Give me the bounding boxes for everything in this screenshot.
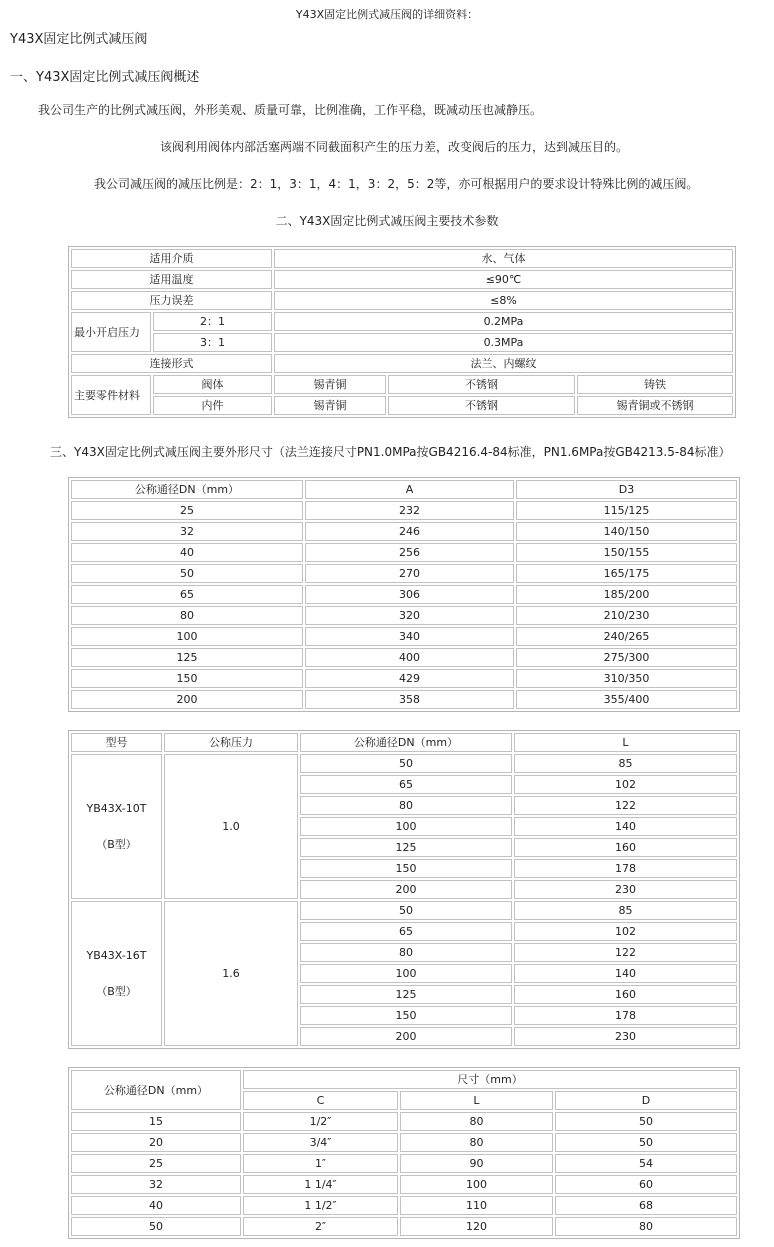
table-row — [71, 627, 737, 646]
table-cell: 200 — [300, 880, 512, 899]
table-cell: 429 — [305, 669, 514, 688]
table-header-row — [71, 733, 737, 752]
dimension-table-1 — [68, 477, 740, 712]
table-header-row — [71, 1070, 737, 1089]
param-value: 法兰、内螺纹 — [274, 354, 733, 373]
table-cell: 50 — [300, 754, 512, 773]
param-label: 适用介质 — [71, 249, 272, 268]
table-cell: 400 — [305, 648, 514, 667]
table-cell: 1/2″ — [243, 1112, 398, 1131]
table-cell: 15 — [71, 1112, 241, 1131]
table-cell: 2″ — [243, 1217, 398, 1236]
table-cell: 230 — [514, 880, 737, 899]
table-row — [71, 901, 737, 920]
table-cell: 50 — [71, 1217, 241, 1236]
table-row — [71, 501, 737, 520]
param-value: 0.2MPa — [274, 312, 733, 331]
table-cell: 200 — [71, 690, 303, 709]
table-cell: 102 — [514, 775, 737, 794]
table-row — [71, 543, 737, 562]
ratio-cell: 2：1 — [153, 312, 272, 331]
table-cell: 50 — [71, 564, 303, 583]
table-cell: 100 — [71, 627, 303, 646]
table-cell: 25 — [71, 501, 303, 520]
table-cell: 40 — [71, 1196, 241, 1215]
column-header: L — [514, 733, 737, 752]
min-open-pressure-label: 最小开启压力 — [71, 312, 151, 352]
table-cell: 25 — [71, 1154, 241, 1173]
main-parts-material-label: 主要零件材料 — [71, 375, 151, 415]
table-cell: 20 — [71, 1133, 241, 1152]
table-cell: 115/125 — [516, 501, 737, 520]
section2-heading: 二、Y43X固定比例式减压阀主要技术参数 — [275, 214, 499, 228]
table-cell: 125 — [71, 648, 303, 667]
table-cell: 160 — [514, 985, 737, 1004]
column-header: 型号 — [71, 733, 162, 752]
material-cell: 铸铁 — [577, 375, 733, 394]
section1-heading: 一、Y43X固定比例式减压阀概述 — [10, 70, 200, 85]
pressure-cell: 1.6 — [164, 901, 298, 1046]
table-row — [71, 690, 737, 709]
dimension-table-2 — [68, 730, 740, 1049]
table-cell: 85 — [514, 901, 737, 920]
table-cell: 50 — [555, 1112, 737, 1131]
table-cell: 80 — [300, 796, 512, 815]
column-header: C — [243, 1091, 398, 1110]
section3-heading: 三、Y43X固定比例式减压阀主要外形尺寸（法兰连接尺寸PN1.0MPa按GB4216.4-84标准，PN1.6MPa按GB4213.5-84标准） — [50, 445, 731, 459]
table-cell: 340 — [305, 627, 514, 646]
table-cell: 65 — [300, 922, 512, 941]
overview-paragraph-3: 我公司减压阀的减压比例是：2：1，3：1，4：1，3：2，5：2等，亦可根据用户的要求设计特殊比例的减压阀。 — [94, 177, 699, 191]
table-cell: 150 — [300, 859, 512, 878]
table-cell: 50 — [555, 1133, 737, 1152]
param-label: 适用温度 — [71, 270, 272, 289]
param-value: 0.3MPa — [274, 333, 733, 352]
material-cell: 锡青铜 — [274, 375, 386, 394]
table-row — [71, 1112, 737, 1131]
overview-paragraph-2: 该阀利用阀体内部活塞两端不同截面积产生的压力差，改变阀后的压力，达到减压目的。 — [160, 140, 629, 154]
param-value: 水、气体 — [274, 249, 733, 268]
product-name: Y43X固定比例式减压阀 — [10, 32, 148, 47]
model-number: YB43X-16T — [86, 948, 147, 962]
pressure-cell: 1.0 — [164, 754, 298, 899]
page-title: Y43X固定比例式减压阀的详细资料： — [295, 8, 479, 21]
table-cell: 355/400 — [516, 690, 737, 709]
table-cell: 40 — [71, 543, 303, 562]
table-cell: 102 — [514, 922, 737, 941]
table-cell: 110 — [400, 1196, 553, 1215]
table-cell: 3/4″ — [243, 1133, 398, 1152]
material-cell: 锡青铜或不锈钢 — [577, 396, 733, 415]
column-header: 公称压力 — [164, 733, 298, 752]
param-label: 压力误差 — [71, 291, 272, 310]
table-cell: 60 — [555, 1175, 737, 1194]
table-cell: 240/265 — [516, 627, 737, 646]
part-name-cell: 阀体 — [153, 375, 272, 394]
table-cell: 100 — [300, 817, 512, 836]
table-cell: 270 — [305, 564, 514, 583]
table-cell: 150 — [71, 669, 303, 688]
column-header: A — [305, 480, 514, 499]
table-cell: 165/175 — [516, 564, 737, 583]
table-cell: 90 — [400, 1154, 553, 1173]
table-cell: 80 — [555, 1217, 737, 1236]
param-value: ≤90℃ — [274, 270, 733, 289]
table-row — [71, 754, 737, 773]
dimension-table-3 — [68, 1067, 740, 1239]
part-name-cell: 内件 — [153, 396, 272, 415]
table-cell: 185/200 — [516, 585, 737, 604]
table-cell: 230 — [514, 1027, 737, 1046]
table-cell: 100 — [400, 1175, 553, 1194]
table-cell: 1 1/2″ — [243, 1196, 398, 1215]
table-cell: 246 — [305, 522, 514, 541]
table-cell: 140 — [514, 964, 737, 983]
table-row — [71, 1154, 737, 1173]
table-row — [71, 585, 737, 604]
table-cell: 32 — [71, 1175, 241, 1194]
table-cell: 122 — [514, 943, 737, 962]
table-cell: 80 — [71, 606, 303, 625]
table-cell: 310/350 — [516, 669, 737, 688]
table-cell: 50 — [300, 901, 512, 920]
column-header: 公称通径DN（mm） — [71, 480, 303, 499]
table-cell: 80 — [400, 1112, 553, 1131]
table-cell: 125 — [300, 838, 512, 857]
table-cell: 65 — [300, 775, 512, 794]
table-cell: 80 — [300, 943, 512, 962]
table-row — [71, 1217, 737, 1236]
column-header: 公称通径DN（mm） — [71, 1070, 241, 1110]
table-row — [71, 648, 737, 667]
table-cell: 210/230 — [516, 606, 737, 625]
param-label: 连接形式 — [71, 354, 272, 373]
table-cell: 32 — [71, 522, 303, 541]
table-cell: 100 — [300, 964, 512, 983]
table-row — [71, 606, 737, 625]
table-cell: 178 — [514, 859, 737, 878]
table-cell: 232 — [305, 501, 514, 520]
table-cell: 85 — [514, 754, 737, 773]
table-cell: 178 — [514, 1006, 737, 1025]
table-cell: 306 — [305, 585, 514, 604]
table-cell: 1 1/4″ — [243, 1175, 398, 1194]
table-cell: 256 — [305, 543, 514, 562]
table-cell: 122 — [514, 796, 737, 815]
column-header: D3 — [516, 480, 737, 499]
table-cell: 54 — [555, 1154, 737, 1173]
ratio-cell: 3：1 — [153, 333, 272, 352]
table-row — [71, 522, 737, 541]
model-type: （B型） — [96, 837, 137, 851]
column-header: D — [555, 1091, 737, 1110]
table-header-row — [71, 480, 737, 499]
model-cell — [71, 754, 162, 899]
param-value: ≤8% — [274, 291, 733, 310]
table-cell: 200 — [300, 1027, 512, 1046]
table-cell: 140 — [514, 817, 737, 836]
table-row — [71, 1133, 737, 1152]
material-cell: 不锈钢 — [388, 375, 575, 394]
table-cell: 150/155 — [516, 543, 737, 562]
column-header: 尺寸（mm） — [243, 1070, 737, 1089]
table-cell: 1″ — [243, 1154, 398, 1173]
table-cell: 150 — [300, 1006, 512, 1025]
table-cell: 120 — [400, 1217, 553, 1236]
model-type: （B型） — [96, 984, 137, 998]
model-number: YB43X-10T — [86, 801, 147, 815]
material-cell: 不锈钢 — [388, 396, 575, 415]
table-cell: 275/300 — [516, 648, 737, 667]
table-cell: 65 — [71, 585, 303, 604]
overview-paragraph-1: 我公司生产的比例式减压阀，外形美观、质量可靠，比例准确，工作平稳，既减动压也减静压。 — [38, 103, 543, 117]
column-header: L — [400, 1091, 553, 1110]
table-cell: 140/150 — [516, 522, 737, 541]
table-row — [71, 669, 737, 688]
table-row — [71, 1175, 737, 1194]
column-header: 公称通径DN（mm） — [300, 733, 512, 752]
table-row — [71, 1196, 737, 1215]
table-cell: 320 — [305, 606, 514, 625]
table-row — [71, 564, 737, 583]
model-cell — [71, 901, 162, 1046]
table-cell: 160 — [514, 838, 737, 857]
material-cell: 锡青铜 — [274, 396, 386, 415]
tech-params-table — [68, 246, 736, 418]
table-cell: 68 — [555, 1196, 737, 1215]
table-cell: 125 — [300, 985, 512, 1004]
table-cell: 358 — [305, 690, 514, 709]
table-cell: 80 — [400, 1133, 553, 1152]
